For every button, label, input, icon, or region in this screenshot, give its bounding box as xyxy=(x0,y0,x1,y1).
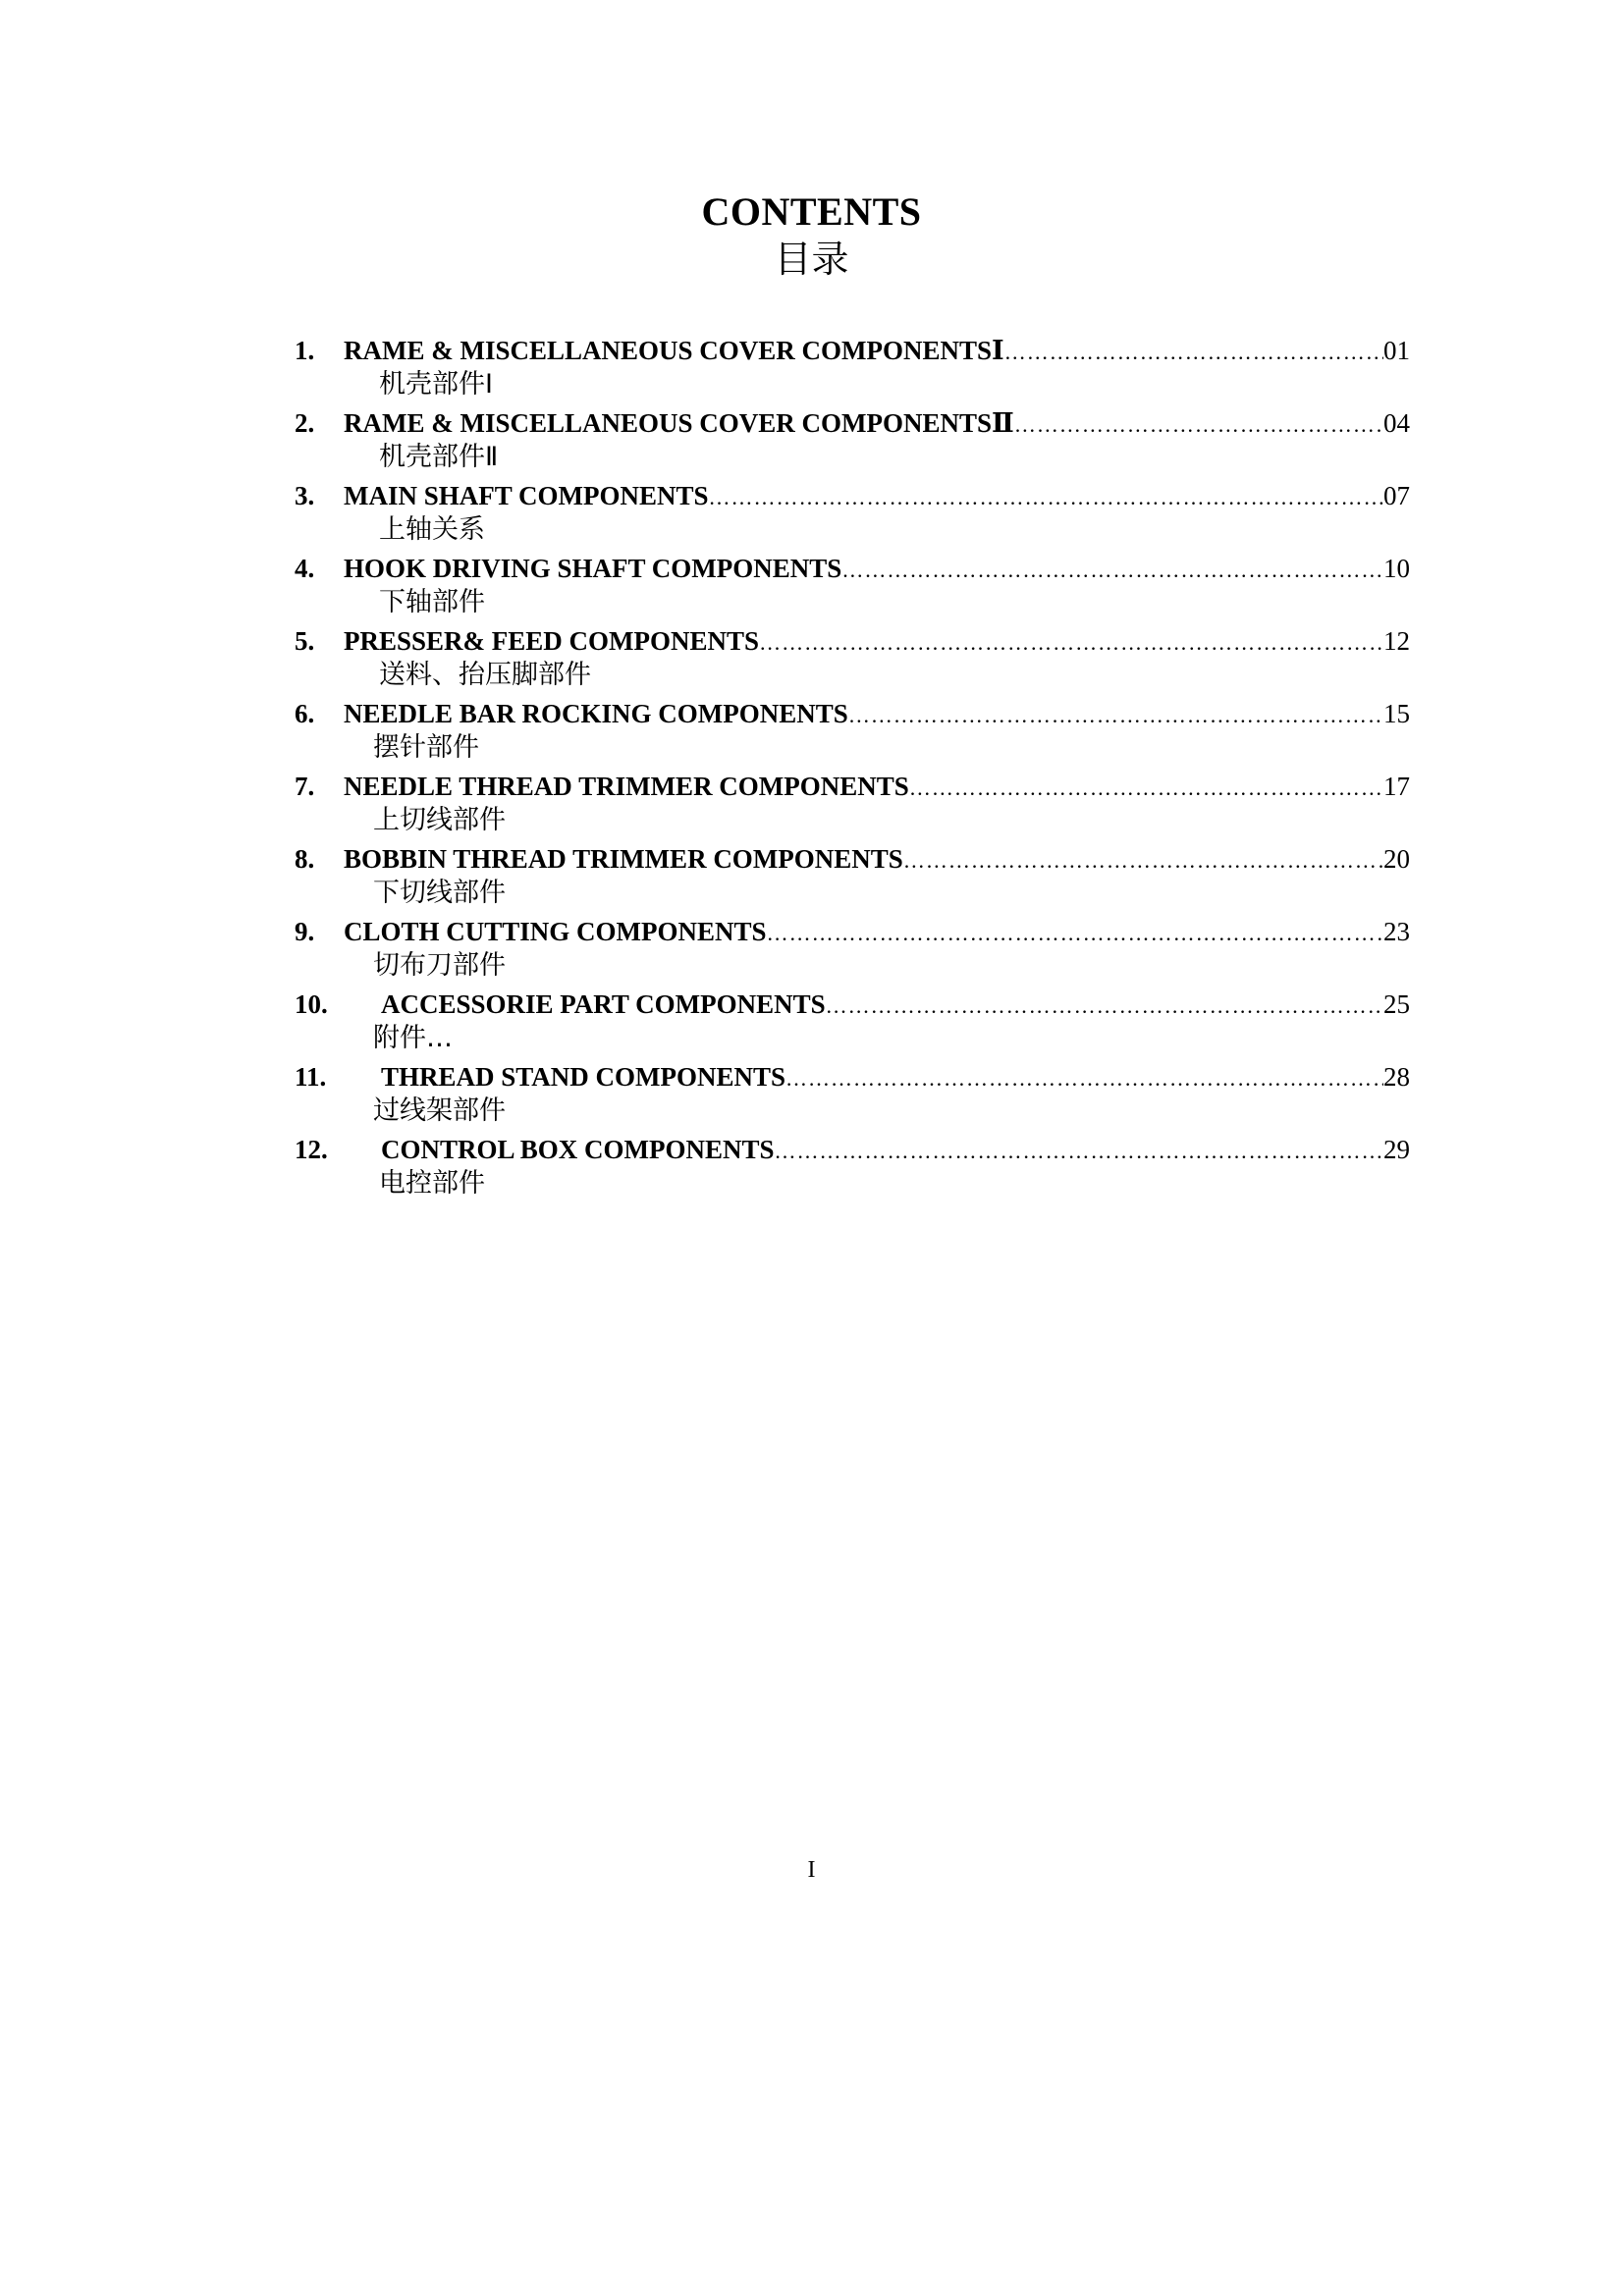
toc-entry-title: PRESSER& FEED COMPONENTS xyxy=(344,626,760,656)
toc-entry-title: ACCESSORIE PART COMPONENTS xyxy=(381,989,826,1019)
page-number: I xyxy=(807,1857,816,1883)
toc-entry-3 xyxy=(295,477,1410,550)
toc-entry-number: 12. xyxy=(295,1135,328,1164)
dot-leader xyxy=(767,915,1383,950)
contents-title-chinese: 目录 xyxy=(774,238,849,281)
toc-entry-title-chinese: 摆针部件 xyxy=(373,732,479,763)
toc-entry-page: 01 xyxy=(1383,336,1410,365)
toc-entry-number: 8. xyxy=(295,844,315,874)
toc-entry-1 xyxy=(295,332,1410,404)
toc-entry-9 xyxy=(295,913,1410,986)
toc-entry-page: 15 xyxy=(1383,699,1410,728)
toc-entry-title: RAME & MISCELLANEOUS COVER COMPONENTSⅠ xyxy=(344,336,1004,365)
toc-entry-number: 9. xyxy=(295,917,315,946)
toc-entry-title: THREAD STAND COMPONENTS xyxy=(381,1062,786,1092)
toc-entry-title-chinese: 电控部件 xyxy=(379,1168,485,1199)
toc-entry-title-chinese: 下轴部件 xyxy=(379,587,485,617)
toc-entry-8 xyxy=(295,840,1410,913)
dot-leader xyxy=(903,842,1383,878)
toc-entry-title: BOBBIN THREAD TRIMMER COMPONENTS xyxy=(344,844,903,874)
toc-entry-number: 3. xyxy=(295,481,315,510)
dot-leader xyxy=(759,624,1383,660)
toc-entry-page: 29 xyxy=(1383,1135,1410,1164)
toc-entry-2 xyxy=(295,404,1410,477)
toc-entry-title-chinese: 机壳部件Ⅱ xyxy=(379,442,499,472)
toc-entry-page: 07 xyxy=(1383,481,1410,510)
dot-leader xyxy=(909,770,1383,805)
toc-entry-11 xyxy=(295,1058,1410,1131)
dot-leader xyxy=(1004,334,1383,369)
toc-entry-title: NEEDLE THREAD TRIMMER COMPONENTS xyxy=(344,772,909,801)
dot-leader xyxy=(1014,406,1383,442)
toc-entry-title: CONTROL BOX COMPONENTS xyxy=(381,1135,775,1164)
dot-leader xyxy=(775,1133,1383,1168)
toc-entry-number: 10. xyxy=(295,989,328,1019)
toc-entry-title: HOOK DRIVING SHAFT COMPONENTS xyxy=(344,554,842,583)
toc-entry-title-chinese: 附件… xyxy=(373,1023,453,1053)
toc-entry-number: 6. xyxy=(295,699,315,728)
toc-entry-page: 28 xyxy=(1383,1062,1410,1092)
toc-entry-number: 5. xyxy=(295,626,315,656)
toc-entry-title-chinese: 机壳部件Ⅰ xyxy=(379,369,493,400)
toc-entry-number: 7. xyxy=(295,772,315,801)
toc-entry-page: 17 xyxy=(1383,772,1410,801)
toc-entry-number: 1. xyxy=(295,336,315,365)
dot-leader xyxy=(848,697,1383,732)
toc-entry-page: 20 xyxy=(1383,844,1410,874)
toc-entry-title-chinese: 下切线部件 xyxy=(373,878,506,908)
dot-leader xyxy=(709,479,1383,514)
toc-entry-page: 25 xyxy=(1383,989,1410,1019)
toc-entry-page: 04 xyxy=(1383,408,1410,438)
toc-entry-number: 4. xyxy=(295,554,315,583)
toc-entry-title-chinese: 过线架部件 xyxy=(373,1095,506,1126)
toc-entry-title: MAIN SHAFT COMPONENTS xyxy=(344,481,709,510)
toc-entry-number: 11. xyxy=(295,1062,327,1092)
contents-title: CONTENTS xyxy=(701,189,922,234)
toc-entry-title: RAME & MISCELLANEOUS COVER COMPONENTSⅡ xyxy=(344,408,1014,438)
toc-entry-title-chinese: 切布刀部件 xyxy=(373,950,506,981)
dot-leader xyxy=(826,988,1383,1023)
toc-entry-7 xyxy=(295,768,1410,840)
toc-entry-6 xyxy=(295,695,1410,768)
toc-entry-4 xyxy=(295,550,1410,622)
toc-entry-12 xyxy=(295,1131,1410,1203)
toc-entry-title-chinese: 送料、抬压脚部件 xyxy=(379,660,591,690)
toc-entry-10 xyxy=(295,986,1410,1058)
table-of-contents xyxy=(295,332,1410,1203)
toc-entry-page: 12 xyxy=(1383,626,1410,656)
dot-leader xyxy=(841,552,1383,587)
toc-entry-5 xyxy=(295,622,1410,695)
toc-entry-page: 10 xyxy=(1383,554,1410,583)
toc-entry-title: CLOTH CUTTING COMPONENTS xyxy=(344,917,767,946)
toc-entry-title: NEEDLE BAR ROCKING COMPONENTS xyxy=(344,699,848,728)
dot-leader xyxy=(785,1060,1383,1095)
toc-entry-number: 2. xyxy=(295,408,315,438)
toc-entry-title-chinese: 上轴关系 xyxy=(379,514,485,545)
toc-entry-title-chinese: 上切线部件 xyxy=(373,805,506,835)
toc-entry-page: 23 xyxy=(1383,917,1410,946)
